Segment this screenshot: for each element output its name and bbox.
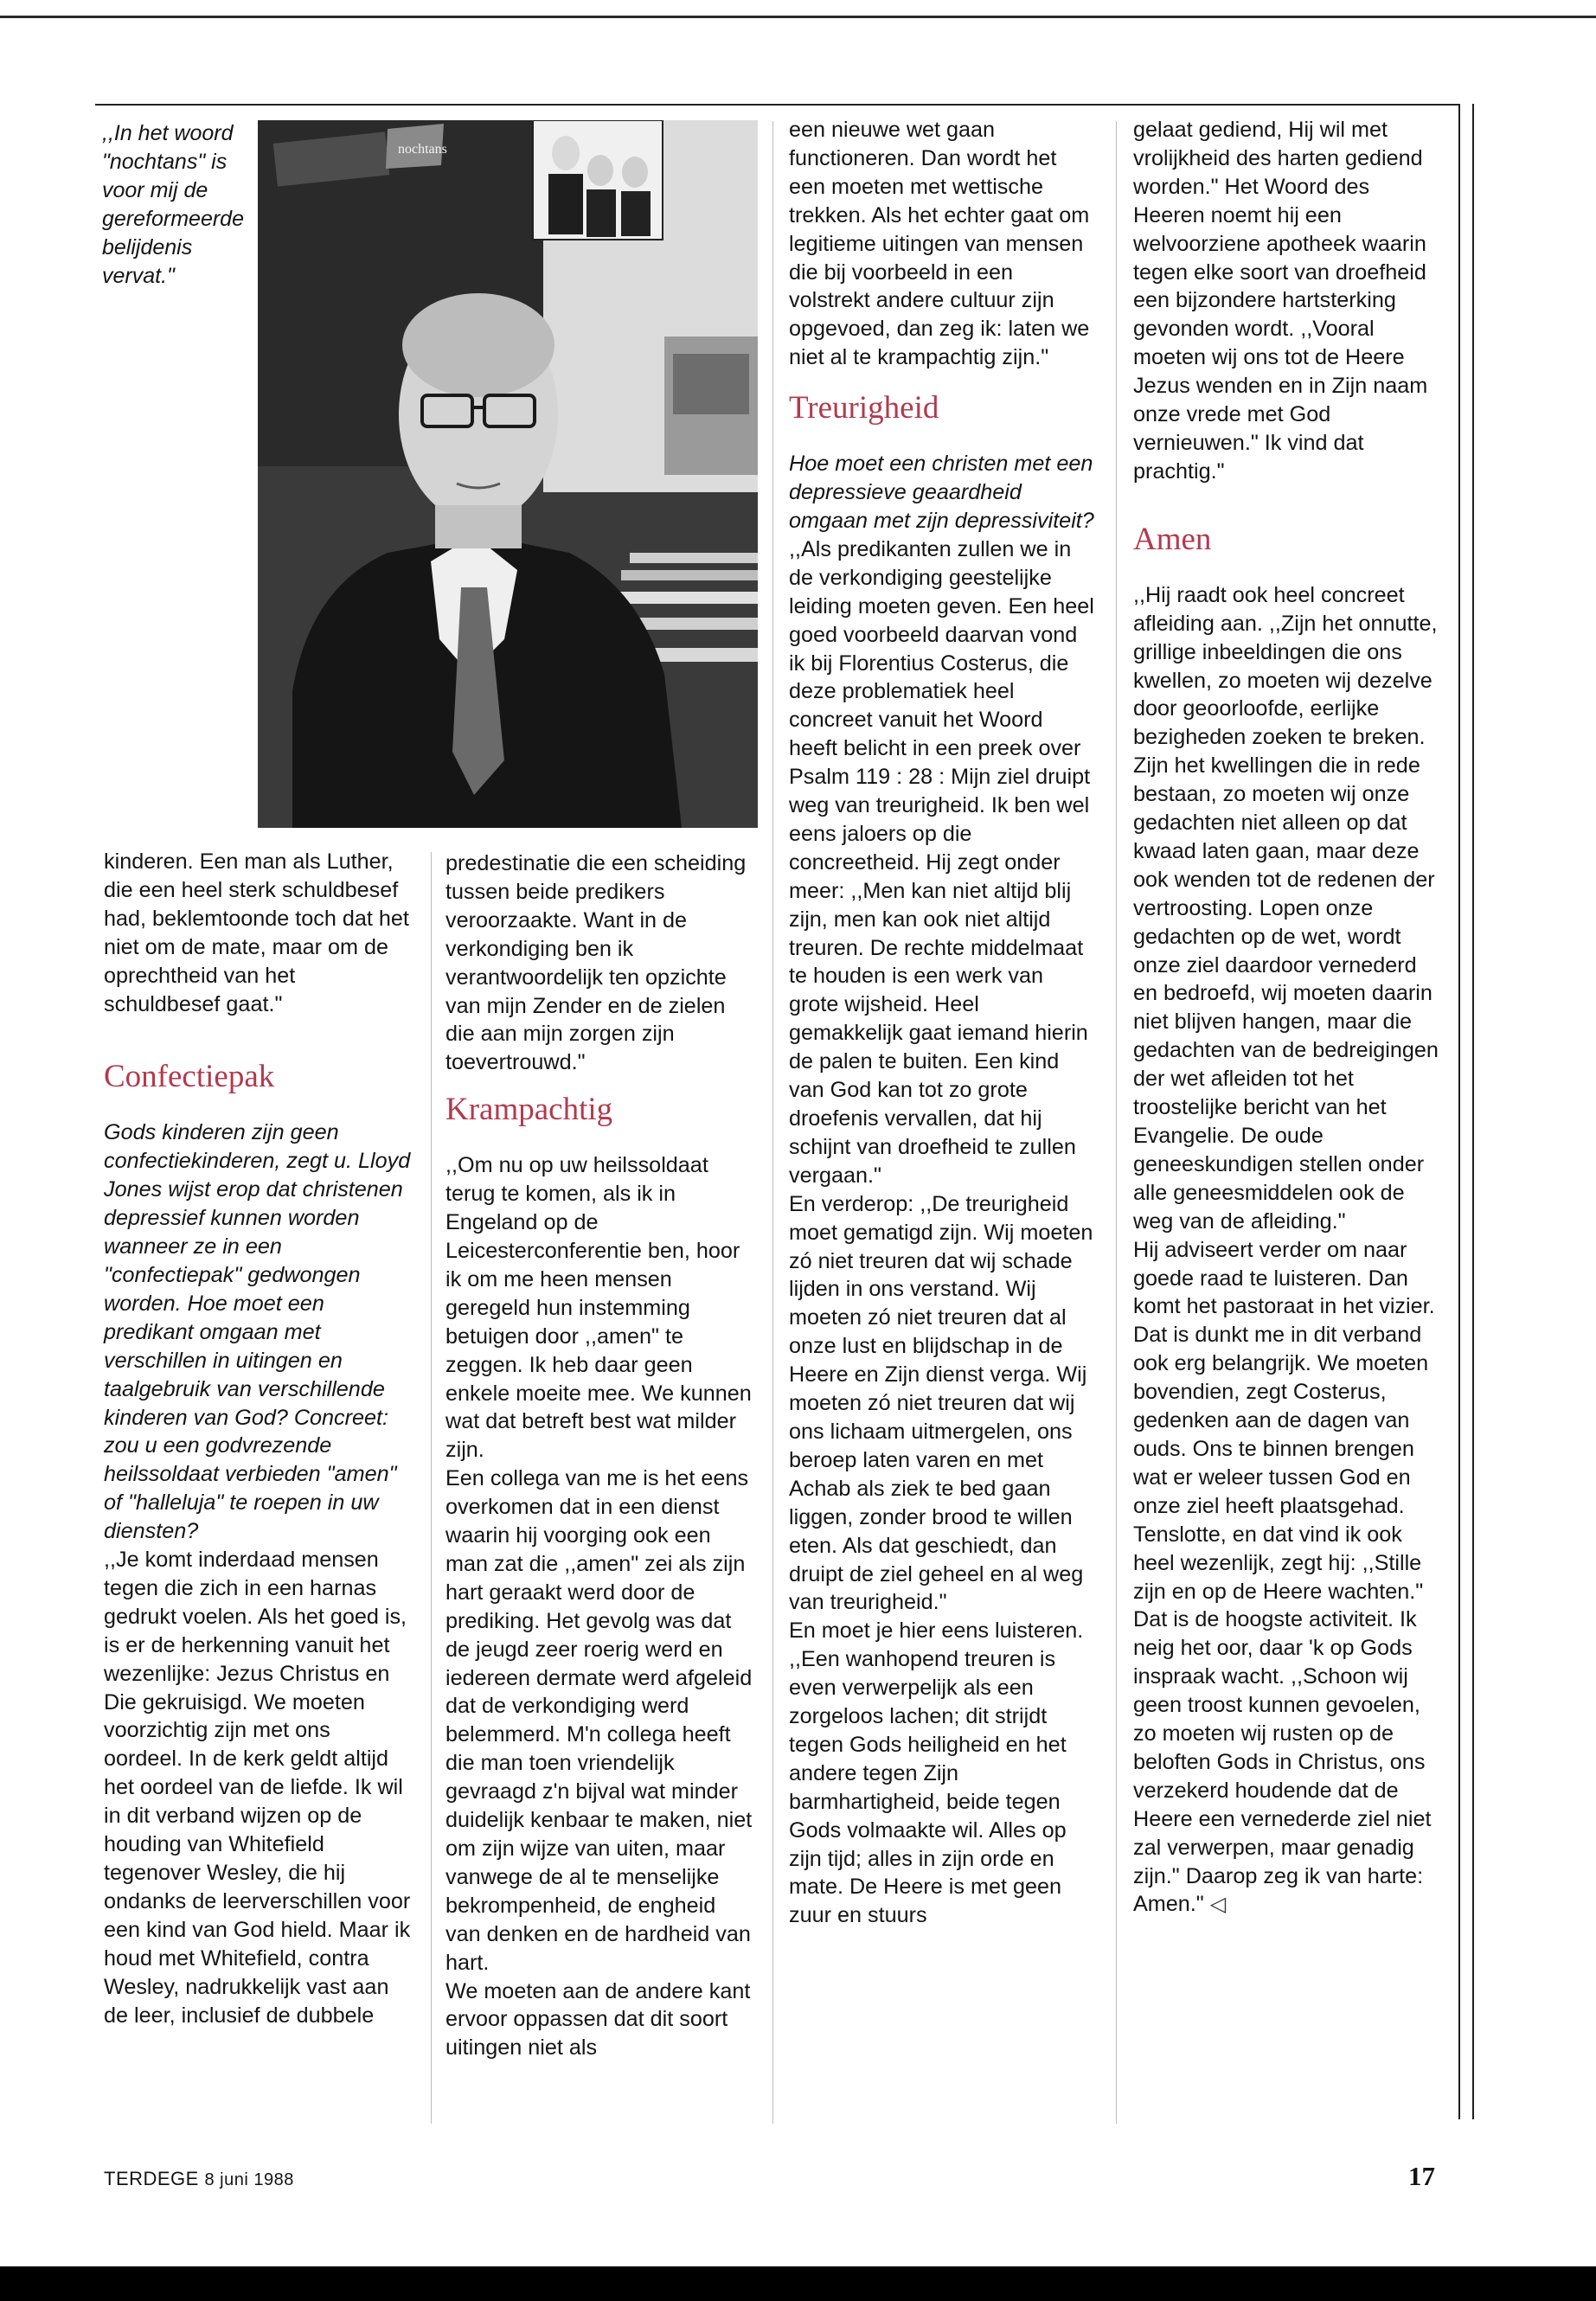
street-sign-text: nochtans [398, 142, 447, 157]
paragraph: En moet je hier eens luisteren. ,,Een wanhopend treuren is even verwerpelijk als een zorgeloos lachen; dit strijdt tegen Gods heiligheid en het andere tegen Zijn barmhartigheid, beide tegen Gods volmaakte wil. Alles op zijn tijd; alles in zijn orde en mate. De Heere is met geen zuur en stuurs [789, 1618, 1084, 1928]
portrait-illustration [258, 120, 758, 828]
heading-amen: Amen [1133, 521, 1212, 557]
heading-confectiepak: Confectiepak [104, 1059, 275, 1095]
column-3 [789, 116, 1096, 1930]
issue-date: 8 juni 1988 [204, 2170, 294, 2189]
interview-question: Hoe moet een christen met een depressieve geaardheid omgaan met zijn depressiviteit? [789, 452, 1094, 533]
paragraph-text: Hij adviseert verder om naar goede raad te luisteren. Dan komt het pastoraat in het vizier. Dat is dunkt me in dit verband ook erg belangrijk. We moeten bovendien, zegt Costerus, gedenken aan de dagen van ouds. Ons te binnen brengen wat er weleer tussen God en onze ziel heeft plaatsgehad. Tenslotte, en dat vind ik ook heel wezenlijk, zegt hij: ,,Stille zijn en op de Heere wachten." Dat is de hoogste activiteit. Ik neig het oor, daar 'k op Gods inspraak wacht. ,,Schoon wij geen troost kunnen gevoelen, zo moeten wij rusten op de beloften Gods in Christus, ons verzekerd houdende dat de Heere een vernederde ziel niet zal verwerpen, maar genadig zijn." Daarop zeg ik van harte: Amen." [1133, 1237, 1435, 1917]
portrait-photo [258, 120, 758, 828]
paragraph: kinderen. Een man als Luther, die een heel sterk schuldbesef had, beklemtoonde toch dat het niet om de mate, maar om de oprechtheid van het schuldbesef gaat." [104, 849, 409, 1016]
page-number: 17 [1408, 2161, 1435, 2191]
paragraph: een nieuwe wet gaan functioneren. Dan wordt het een moeten met wettische trekken. Als het echter gaat om legitieme uitingen van mensen die bij voorbeeld in een volstrekt andere cultuur zijn opgevoed, dan zeg ik: laten we niet al te krampachtig zijn." [789, 118, 1090, 370]
paragraph: ,,Als predikanten zullen we in de verkondiging geestelijke leiding moeten geven. Een heel goed voorbeeld daarvan vond ik bij Florentius Costerus, die deze problematiek heel concreet vanuit het Woord heeft belicht in een preek over Psalm 119 : 28 : Mijn ziel druipt weg van treurigheid. Ik ben wel eens jaloers op die concreetheid. Hij zegt onder meer: ,,Men kan niet altijd blij zijn, men kan ook niet altijd treuren. De rechte middelmaat te houden is een werk van grote wijsheid. Heel gemakkelijk gaat iemand hierin de palen te buiten. Een kind van God kan tot zo grote droefenis vervallen, dat hij schijnt van droefheid te zullen vergaan." [789, 536, 1094, 1188]
heading-krampachtig: Krampachtig [445, 1092, 613, 1128]
paragraph: ,,Hij raadt ook heel concreet afleiding aan. ,,Zijn het onnutte, grillige inbeeldingen die ons kwellen, zo moeten wij dezelve door geoorloofde, eerlijke bezigheden zoeken te breken. Zijn het kwellingen die in rede bestaan, zo moeten wij onze gedachten niet alleen op dat kwaad laten gaan, maar deze ook wenden tot de redenen der vertroosting. Lopen onze gedachten op de wet, wordt onze ziel daardoor vernederd en bedroefd, wij moeten daarin niet blijven hangen, maar die gedachten van de bedreigingen der wet afleiden tot het troostelijke bericht van het Evangelie. De oude geneeskundigen stellen onder alle geneesmiddelen ook de weg van de afleiding." [1133, 582, 1439, 1234]
column-2 [445, 849, 753, 2062]
magazine-name: TERDEGE [104, 2168, 199, 2189]
column-divider [431, 852, 432, 2124]
pull-quote: ,,In het woord "nochtans" is voor mij de gereformeerde belijdenis vervat." [102, 121, 244, 288]
scan-bottom-border [0, 2266, 1596, 2301]
column-4 [1133, 116, 1445, 1920]
paragraph: gelaat gediend, Hij wil met vrolijkheid des harten gediend worden." Het Woord des Heeren noemt hij een welvoorziene apotheek waarin tegen elke soort van droefheid een bijzondere hartsterking gevonden wordt. ,,Vooral moeten wij ons tot de Heere Jezus wenden en in Zijn naam onze vrede met God vernieuwen." Ik vind dat prachtig." [1133, 118, 1428, 484]
paragraph: predestinatie die een scheiding tussen beide predikers veroorzaakte. Want in de verkondiging ben ik verantwoordelijk ten opzichte van mijn Zender en de zielen die aan mijn zorgen zijn toevertrouwd." [445, 851, 747, 1075]
column-divider [772, 121, 773, 2124]
column-divider [1116, 121, 1117, 2124]
paragraph [1133, 1236, 1445, 1920]
paragraph: En verderop: ,,De treurigheid moet gematigd zijn. Wij moeten zó niet treuren dat wij schade lijden in ons verstand. Wij moeten zó niet treuren dat al onze lust en blijdschap in de Heere en Zijn dienst verga. Wij moeten zó niet treuren dat wij ons lichaam uitmergelen, ons beroep laten varen en met Achab als ziek te bed gaan liggen, zonder brood te willen eten. Als dat geschiedt, dan druipt de ziel geheel en al weg van treurigheid." [789, 1191, 1093, 1615]
column-1 [104, 848, 411, 2029]
paragraph: We moeten aan de andere kant ervoor oppassen dat dit soort uitingen niet als [445, 1978, 751, 2061]
interview-question: Gods kinderen zijn geen confectiekinderen, zegt u. Lloyd Jones wijst erop dat christenen depressief kunnen worden wanneer ze in een "confectiepak" gedwongen worden. Hoe moet een predikant omgaan met verschillen in uitingen en taalgebruik van verschillende kinderen van God? Concreet: zou u een godvrezende heilssoldaat verbieden "amen" of "halleluja" te roepen in uw diensten? [104, 1120, 411, 1544]
paragraph: ,,Je komt inderdaad mensen tegen die zich in een harnas gedrukt voelen. Als het goed is, is er de herkenning vanuit het wezenlijke: Jezus Christus en Die gekruisigd. We moeten voorzichtig zijn met ons oordeel. In de kerk geldt altijd het oordeel van de liefde. Ik wil in dit verband wijzen op de houding van Whitefield tegenover Wesley, die hij ondanks de leerverschillen voor een kind van God hield. Maar ik houd met Whitefield, contra Wesley, nadrukkelijk vast aan de leer, inclusief de dubbele [104, 1548, 411, 2028]
paragraph: Een collega van me is het eens overkomen dat in een dienst waarin hij voorging ook een man zat die ,,amen" zei als zijn hart geraakt werd door de prediking. Het gevolg was dat de jeugd zeer roerig werd en iedereen dermate werd afgeleid dat de verkondiging werd belemmerd. M'n collega heeft die man toen vriendelijk gevraagd z'n bijval wat minder duidelijk kenbaar te maken, niet om zijn wijze van uiten, maar vanwege de al te menselijke bekrompenheid, de engheid van denken en de hardheid van hart. [445, 1466, 753, 1975]
heading-treurigheid: Treurigheid [789, 390, 939, 426]
paragraph: ,,Om nu op uw heilssoldaat terug te komen, als ik in Engeland op de Leicesterconferentie ben, hoor ik om me heen mensen geregeld hun instemming betuigen door ,,amen" te zeggen. Ik heb daar geen enkele moeite mee. We kunnen wat dat betreft best wat milder zijn. [445, 1153, 752, 1463]
end-of-article-icon: ◁ [1209, 1893, 1227, 1917]
footer-issue [104, 2168, 294, 2190]
right-edge-rule-outer [1472, 104, 1474, 2119]
top-rule [0, 16, 1596, 18]
frame-top-rule [95, 104, 1460, 106]
right-edge-rule [1458, 104, 1460, 2119]
